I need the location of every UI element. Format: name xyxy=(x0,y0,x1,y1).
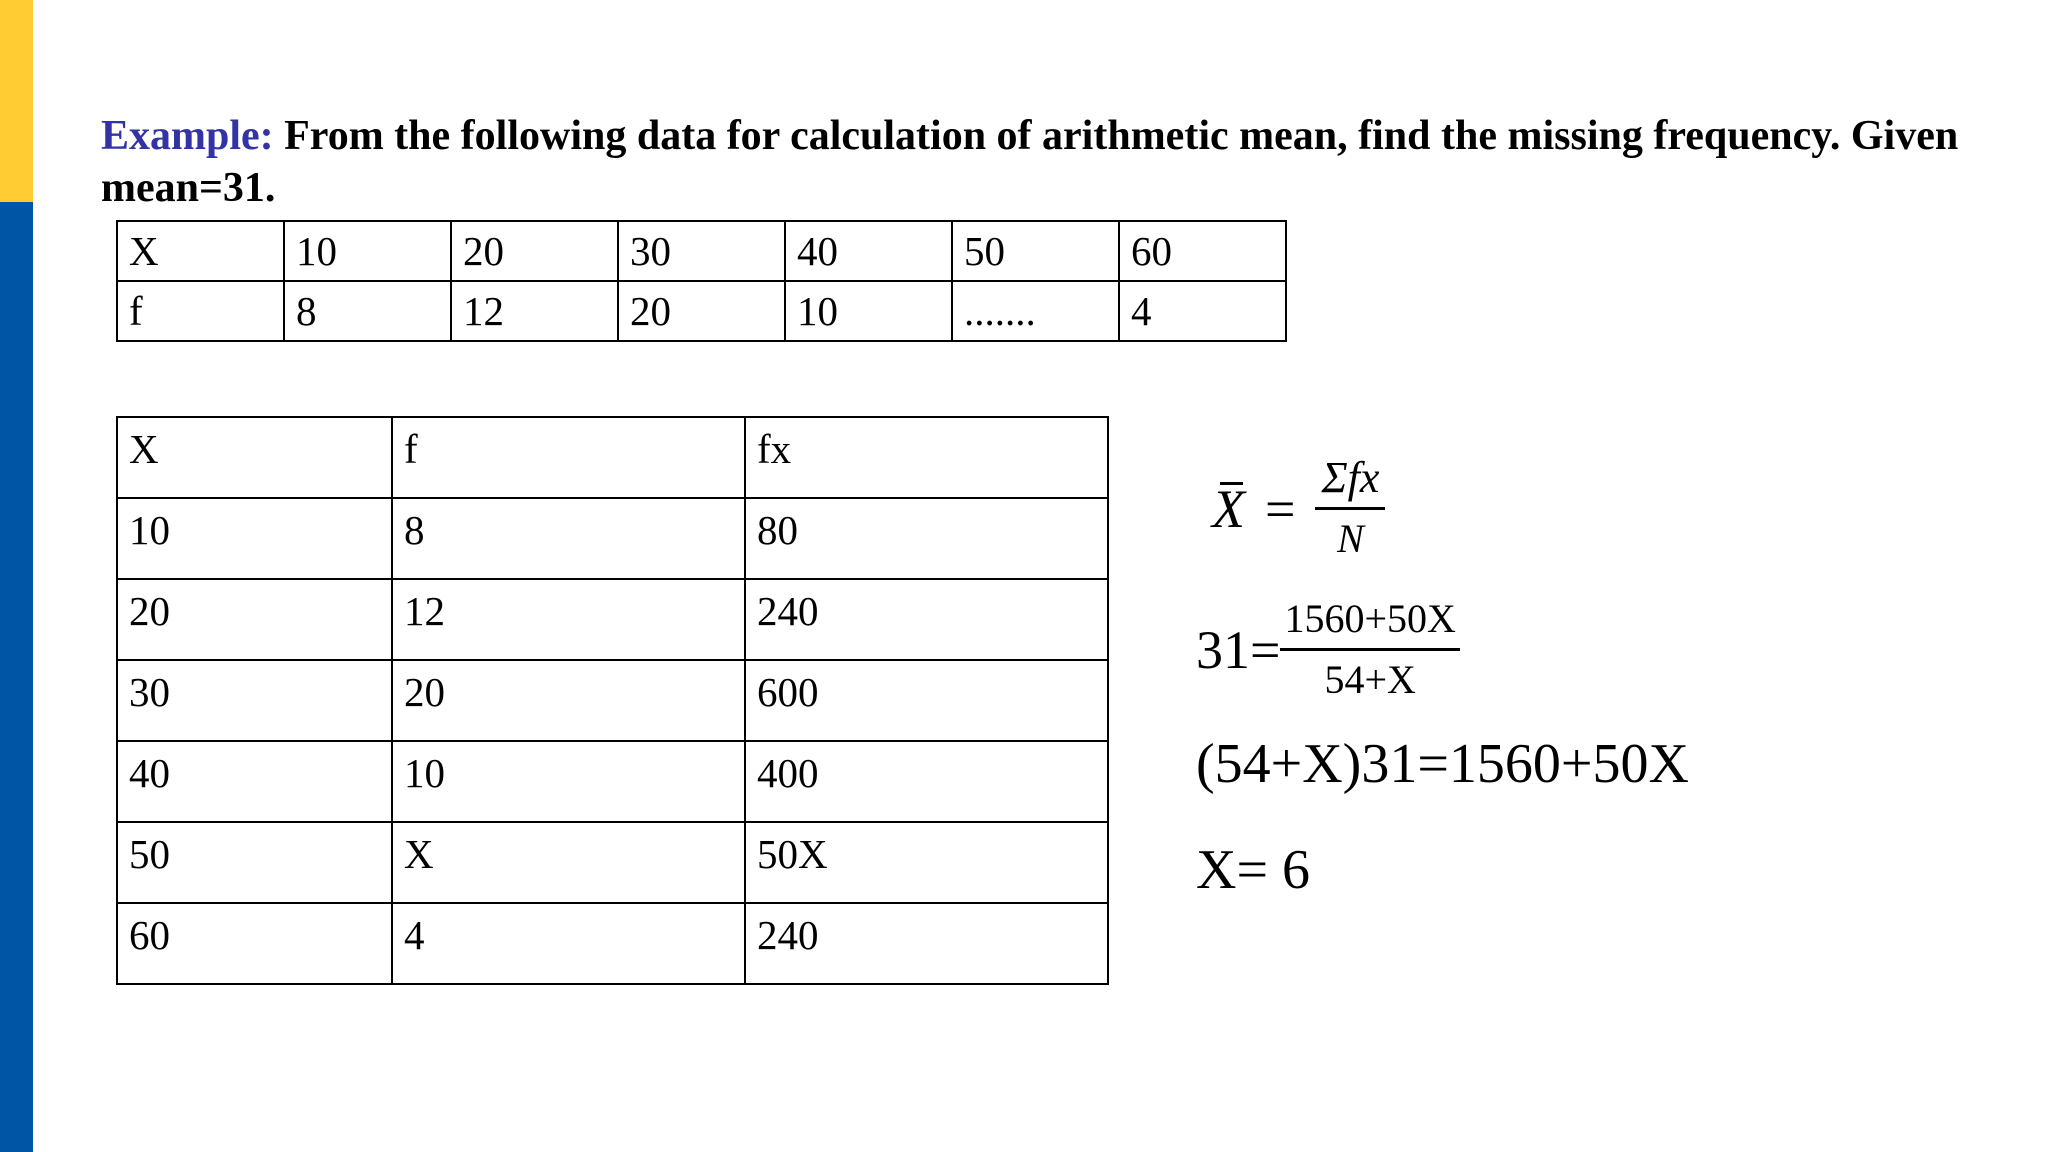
table-cell: f xyxy=(117,281,284,341)
table-cell: ....... xyxy=(952,281,1119,341)
fraction-denominator: 54+X xyxy=(1324,657,1416,702)
result: X= 6 xyxy=(1196,839,1311,901)
table-cell: 10 xyxy=(785,281,952,341)
table-cell: 240 xyxy=(745,579,1108,660)
mean-formula xyxy=(1212,455,1385,562)
table-cell: 30 xyxy=(117,660,392,741)
table-cell: 4 xyxy=(392,903,745,984)
problem-text: From the following data for calculation of arithmetic mean, find the missing frequency. Given mean=31. xyxy=(101,113,1959,211)
table-cell: 20 xyxy=(618,281,785,341)
substitution-formula xyxy=(1196,596,1460,703)
table-cell: 10 xyxy=(284,221,451,281)
table-cell: 50X xyxy=(745,822,1108,903)
header-cell: X xyxy=(117,417,392,498)
table-cell: 8 xyxy=(392,498,745,579)
cross-multiplication-step: (54+X)31=1560+50X xyxy=(1196,733,1689,795)
table-cell: 60 xyxy=(1119,221,1286,281)
fraction-numerator: 1560+50X xyxy=(1280,596,1459,651)
table-cell: 50 xyxy=(117,822,392,903)
table-cell: X xyxy=(117,221,284,281)
table-cell: X xyxy=(392,822,745,903)
table-row xyxy=(117,498,1108,579)
table-cell: 20 xyxy=(451,221,618,281)
table-cell: 50 xyxy=(952,221,1119,281)
problem-statement xyxy=(101,110,2021,214)
table-row xyxy=(117,579,1108,660)
header-cell: fx xyxy=(745,417,1108,498)
table-cell: 10 xyxy=(392,741,745,822)
table-cell: 8 xyxy=(284,281,451,341)
substitution-fraction xyxy=(1280,596,1459,703)
mean-fraction xyxy=(1315,455,1385,562)
table-cell: 4 xyxy=(1119,281,1286,341)
calculation-table xyxy=(116,416,1109,985)
table-row xyxy=(117,660,1108,741)
table-cell: 12 xyxy=(451,281,618,341)
header-cell: f xyxy=(392,417,745,498)
fraction-denominator: N xyxy=(1337,516,1364,561)
formula-lhs: 31= xyxy=(1196,619,1281,680)
table-cell: 10 xyxy=(117,498,392,579)
table-cell: 40 xyxy=(117,741,392,822)
accent-bar-yellow xyxy=(0,0,33,202)
fraction-numerator: Σfx xyxy=(1315,455,1385,510)
table-row xyxy=(117,281,1286,341)
equals-sign: = xyxy=(1265,478,1296,539)
mean-symbol: X xyxy=(1212,478,1245,539)
table-cell: 20 xyxy=(117,579,392,660)
table-cell: 400 xyxy=(745,741,1108,822)
table-cell: 12 xyxy=(392,579,745,660)
table-cell: 40 xyxy=(785,221,952,281)
table-row xyxy=(117,221,1286,281)
table-row xyxy=(117,822,1108,903)
table-cell: 60 xyxy=(117,903,392,984)
example-label: Example: xyxy=(101,113,274,159)
table-cell: 20 xyxy=(392,660,745,741)
table-cell: 30 xyxy=(618,221,785,281)
given-data-table xyxy=(116,220,1287,342)
table-row xyxy=(117,741,1108,822)
table-cell: 80 xyxy=(745,498,1108,579)
table-row xyxy=(117,903,1108,984)
accent-bar-blue xyxy=(0,202,33,1152)
table-cell: 600 xyxy=(745,660,1108,741)
table-cell: 240 xyxy=(745,903,1108,984)
table-header-row xyxy=(117,417,1108,498)
